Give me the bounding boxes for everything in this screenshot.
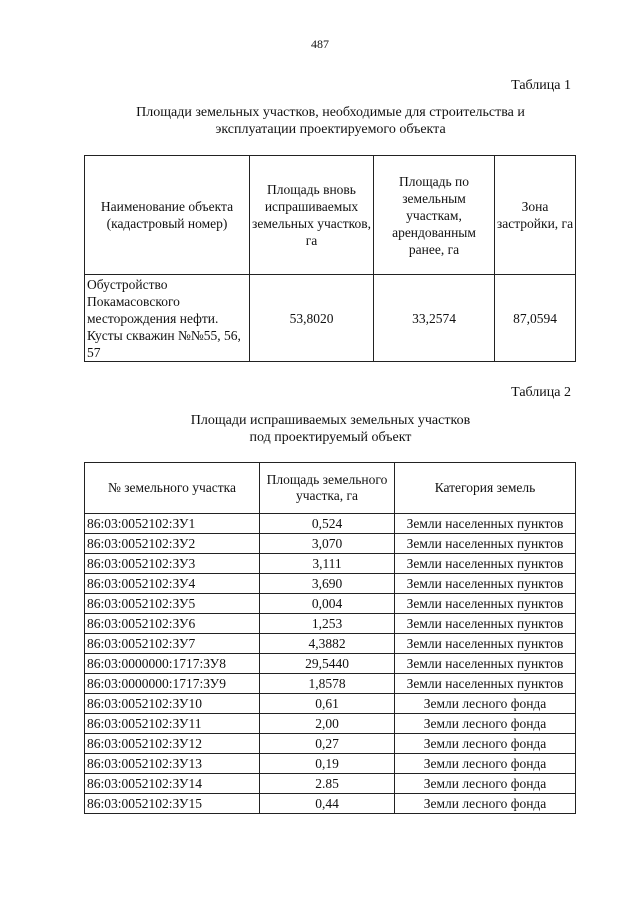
table1-header-leased-area: Площадь по земельным участкам, арендованным ранее, га <box>374 156 495 275</box>
table-row <box>85 275 576 362</box>
table1-header-row <box>85 156 576 275</box>
plot-id-cell: 86:03:0052102:ЗУ5 <box>85 594 260 614</box>
plot-area-cell: 2.85 <box>260 774 395 794</box>
new-area-cell: 53,8020 <box>250 275 374 362</box>
land-category-cell: Земли лесного фонда <box>395 794 576 814</box>
land-requirements-table <box>84 155 576 362</box>
page-number: 487 <box>311 37 329 51</box>
table-row <box>85 734 576 754</box>
land-category-cell: Земли населенных пунктов <box>395 534 576 554</box>
plot-area-cell: 3,111 <box>260 554 395 574</box>
land-category-cell: Земли населенных пунктов <box>395 554 576 574</box>
plot-area-cell: 1,8578 <box>260 674 395 694</box>
table2-title-line1: Площади испрашиваемых земельных участков <box>190 413 471 428</box>
land-category-cell: Земли населенных пунктов <box>395 574 576 594</box>
table1-title-line1: Площади земельных участков, необходимые для строительства и <box>136 105 525 120</box>
land-category-cell: Земли населенных пунктов <box>395 594 576 614</box>
plot-id-cell: 86:03:0052102:ЗУ1 <box>85 514 260 534</box>
plot-id-cell: 86:03:0052102:ЗУ4 <box>85 574 260 594</box>
table-row <box>85 634 576 654</box>
land-category-cell: Земли населенных пунктов <box>395 654 576 674</box>
plot-area-cell: 0,524 <box>260 514 395 534</box>
land-category-cell: Земли лесного фонда <box>395 714 576 734</box>
land-category-cell: Земли лесного фонда <box>395 694 576 714</box>
plot-id-cell: 86:03:0052102:ЗУ2 <box>85 534 260 554</box>
plot-area-cell: 4,3882 <box>260 634 395 654</box>
table-row <box>85 654 576 674</box>
table2-header-land-category: Категория земель <box>395 463 576 514</box>
plot-id-cell: 86:03:0052102:ЗУ10 <box>85 694 260 714</box>
table-row <box>85 714 576 734</box>
plot-id-cell: 86:03:0052102:ЗУ6 <box>85 614 260 634</box>
table-row <box>85 534 576 554</box>
table2-header-plot-number: № земельного участка <box>85 463 260 514</box>
plot-id-cell: 86:03:0052102:ЗУ7 <box>85 634 260 654</box>
plot-area-cell: 0,44 <box>260 794 395 814</box>
object-name-cell: Обустройство Покамасовского месторождения нефти. Кусты скважин №№55, 56, 57 <box>85 275 250 362</box>
plot-area-cell: 0,27 <box>260 734 395 754</box>
plot-area-cell: 0,61 <box>260 694 395 714</box>
plot-area-cell: 3,690 <box>260 574 395 594</box>
table2-label: Таблица 2 <box>511 385 571 400</box>
plot-area-cell: 0,004 <box>260 594 395 614</box>
table-row <box>85 594 576 614</box>
plot-id-cell: 86:03:0052102:ЗУ11 <box>85 714 260 734</box>
zone-cell: 87,0594 <box>495 275 576 362</box>
table2-header-plot-area: Площадь земельного участка, га <box>260 463 395 514</box>
table1-title <box>88 104 573 138</box>
table1-header-new-area: Площадь вновь испрашиваемых земельных участков, га <box>250 156 374 275</box>
table1-title-line2: эксплуатации проектируемого объекта <box>215 122 446 137</box>
table1-header-object-name: Наименование объекта (кадастровый номер) <box>85 156 250 275</box>
table2-title <box>88 412 573 446</box>
land-category-cell: Земли лесного фонда <box>395 774 576 794</box>
plot-id-cell: 86:03:0052102:ЗУ13 <box>85 754 260 774</box>
plot-id-cell: 86:03:0052102:ЗУ15 <box>85 794 260 814</box>
table-row <box>85 794 576 814</box>
table-row <box>85 574 576 594</box>
plot-area-cell: 2,00 <box>260 714 395 734</box>
land-category-cell: Земли лесного фонда <box>395 734 576 754</box>
table-row <box>85 614 576 634</box>
table2-title-line2: под проектируемый объект <box>249 430 412 445</box>
plot-area-cell: 3,070 <box>260 534 395 554</box>
land-category-cell: Земли населенных пунктов <box>395 634 576 654</box>
plot-id-cell: 86:03:0000000:1717:ЗУ8 <box>85 654 260 674</box>
table-row <box>85 774 576 794</box>
land-category-cell: Земли населенных пунктов <box>395 614 576 634</box>
table-row <box>85 694 576 714</box>
plot-area-cell: 1,253 <box>260 614 395 634</box>
land-category-cell: Земли населенных пунктов <box>395 514 576 534</box>
plot-area-cell: 0,19 <box>260 754 395 774</box>
leased-area-cell: 33,2574 <box>374 275 495 362</box>
plot-id-cell: 86:03:0000000:1717:ЗУ9 <box>85 674 260 694</box>
plot-id-cell: 86:03:0052102:ЗУ12 <box>85 734 260 754</box>
land-category-cell: Земли населенных пунктов <box>395 674 576 694</box>
table1-header-zone: Зона застройки, га <box>495 156 576 275</box>
land-category-cell: Земли лесного фонда <box>395 754 576 774</box>
table2-header-row <box>85 463 576 514</box>
table-row <box>85 754 576 774</box>
plot-id-cell: 86:03:0052102:ЗУ14 <box>85 774 260 794</box>
table-row <box>85 554 576 574</box>
table-row <box>85 674 576 694</box>
table1-label: Таблица 1 <box>511 78 571 93</box>
land-plots-table <box>84 462 576 814</box>
plot-id-cell: 86:03:0052102:ЗУ3 <box>85 554 260 574</box>
table-row <box>85 514 576 534</box>
plot-area-cell: 29,5440 <box>260 654 395 674</box>
